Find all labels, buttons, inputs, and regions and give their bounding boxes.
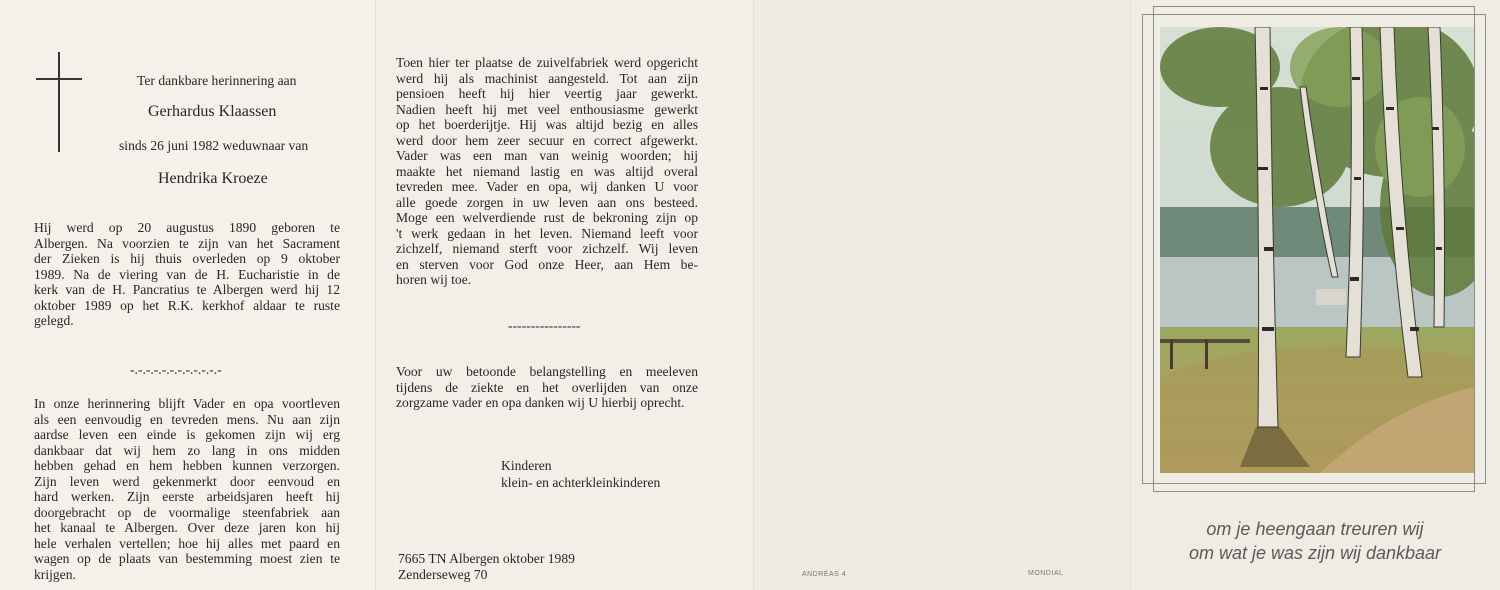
text-line: 't werk gedaan in het leven. Niemand leeft voor xyxy=(396,225,698,241)
deceased-name: Gerhardus Klaassen xyxy=(148,103,277,120)
text-line: maakte het niemand lastig en was altijd overal xyxy=(396,163,698,179)
card-panel-blank xyxy=(753,0,1130,590)
spouse-name: Hendrika Kroeze xyxy=(158,170,268,187)
birch-trees-lake-photo-icon xyxy=(1160,27,1474,473)
life-story-paragraph xyxy=(396,55,698,288)
text-line: 1989. Na de viering van de H. Eucharistie in de xyxy=(34,266,340,282)
verse-line: om je heengaan treuren wij xyxy=(1206,519,1424,539)
text-line: Hij werd op 20 augustus 1890 geboren te xyxy=(34,220,340,235)
text-line: gelegd. xyxy=(34,313,74,328)
fold-line xyxy=(375,0,376,590)
text-line: Moge een welverdiende rust de bekroning zijn op xyxy=(396,210,698,225)
fold-line xyxy=(1130,0,1131,590)
text-line: tijdens de ziekte en het overlijden van onze xyxy=(396,379,698,395)
text-line: In onze herinnering blijft Vader en opa voortleven xyxy=(34,396,340,411)
text-line: het kanaal te Albergen. Over deze jaren kon hij xyxy=(34,520,340,535)
imprint-right: MONDIAL xyxy=(1028,570,1064,577)
text-line: Zijn leven werd gekenmerkt door eenvoud en xyxy=(34,473,340,489)
cross-icon-bar xyxy=(36,78,82,80)
signature-line: klein- en achterkleinkinderen xyxy=(501,475,661,490)
text-line: hebben gehad en hem hebben kunnen verzorgen. xyxy=(34,458,340,473)
address-line: 7665 TN Albergen oktober 1989 xyxy=(398,551,575,566)
thanks-paragraph xyxy=(396,364,698,411)
text-line: kerk van de H. Pancratius te Albergen werd hij 12 xyxy=(34,282,340,297)
text-line: zorgzame vader en opa danken wij U hierbij oprecht. xyxy=(396,395,685,410)
imprint-left: ANDRÉAS 4 xyxy=(802,571,847,578)
text-line: krijgen. xyxy=(34,566,76,582)
text-line: en sterven voor God onze Heer, aan Hem be- xyxy=(396,256,698,272)
text-line: Vader was een man van weinig woorden; hij xyxy=(396,148,698,163)
text-line: oktober 1989 op het R.K. kerkhof aldaar te ruste xyxy=(34,297,340,313)
text-line: doorgebracht op de voormalige steenfabriek aan xyxy=(34,504,340,520)
text-line: Voor uw betoonde belangstelling en meeleven xyxy=(396,364,698,379)
biography-paragraph xyxy=(34,220,340,329)
text-line: Albergen. Na voorzien te zijn van het Sacrament xyxy=(34,235,340,251)
text-line: Toen hier ter plaatse de zuivelfabriek werd opgericht xyxy=(396,55,698,70)
text-line: zichzelf, niemand sterft voor zichzelf. Wij leven xyxy=(396,241,698,256)
text-line: wagen op de plaats van bestemming moest zien te xyxy=(34,551,340,566)
text-line: tevreden mee. Vader en opa, wij danken U voor xyxy=(396,179,698,194)
text-line: Nadien heeft hij met veel enthousiasme gewerkt xyxy=(396,101,698,117)
section-divider: ---------------- xyxy=(508,318,581,333)
text-line: horen wij toe. xyxy=(396,272,472,287)
text-line: pensioen heeft hij hier veertig jaar gewerkt. xyxy=(396,86,698,101)
cross-icon xyxy=(58,52,60,152)
text-line: werd hij als machinist aangesteld. Tot aan zijn xyxy=(396,70,698,86)
fold-line xyxy=(753,0,754,590)
signature-line: Kinderen xyxy=(501,458,552,473)
text-line: dankbaar dat wij hem zo lang in ons midden xyxy=(34,442,340,458)
address-line: Zenderseweg 70 xyxy=(398,567,488,582)
verse-line: om wat je was zijn wij dankbaar xyxy=(1188,543,1442,563)
text-line: werd door hem zeer secuur en correct afgewerkt. xyxy=(396,132,698,148)
text-line: aardse leven een einde is gekomen zijn wij erg xyxy=(34,427,340,442)
text-line: hele verhalen vertellen; hoe hij alles met paard en xyxy=(34,535,340,551)
text-line: hard werken. Zijn eerste arbeidsjaren heeft hij xyxy=(34,489,340,504)
text-line: der Zieken is hij thuis overleden op 9 oktober xyxy=(34,251,340,266)
text-line: op het boerderijtje. Hij was altijd bezig en alles xyxy=(396,117,698,132)
text-line: als een eenvoudig en tevreden mens. Nu aan zijn xyxy=(34,411,340,427)
memory-paragraph xyxy=(34,396,340,582)
section-divider: -.-.-.-.-.-.-.-.-.-.-.- xyxy=(130,362,222,377)
widower-text: sinds 26 juni 1982 weduwnaar van xyxy=(119,138,309,153)
text-line: alle goede zorgen in uw leven aan ons besteed. xyxy=(396,194,698,210)
intro-text: Ter dankbare herinnering aan xyxy=(137,73,297,88)
